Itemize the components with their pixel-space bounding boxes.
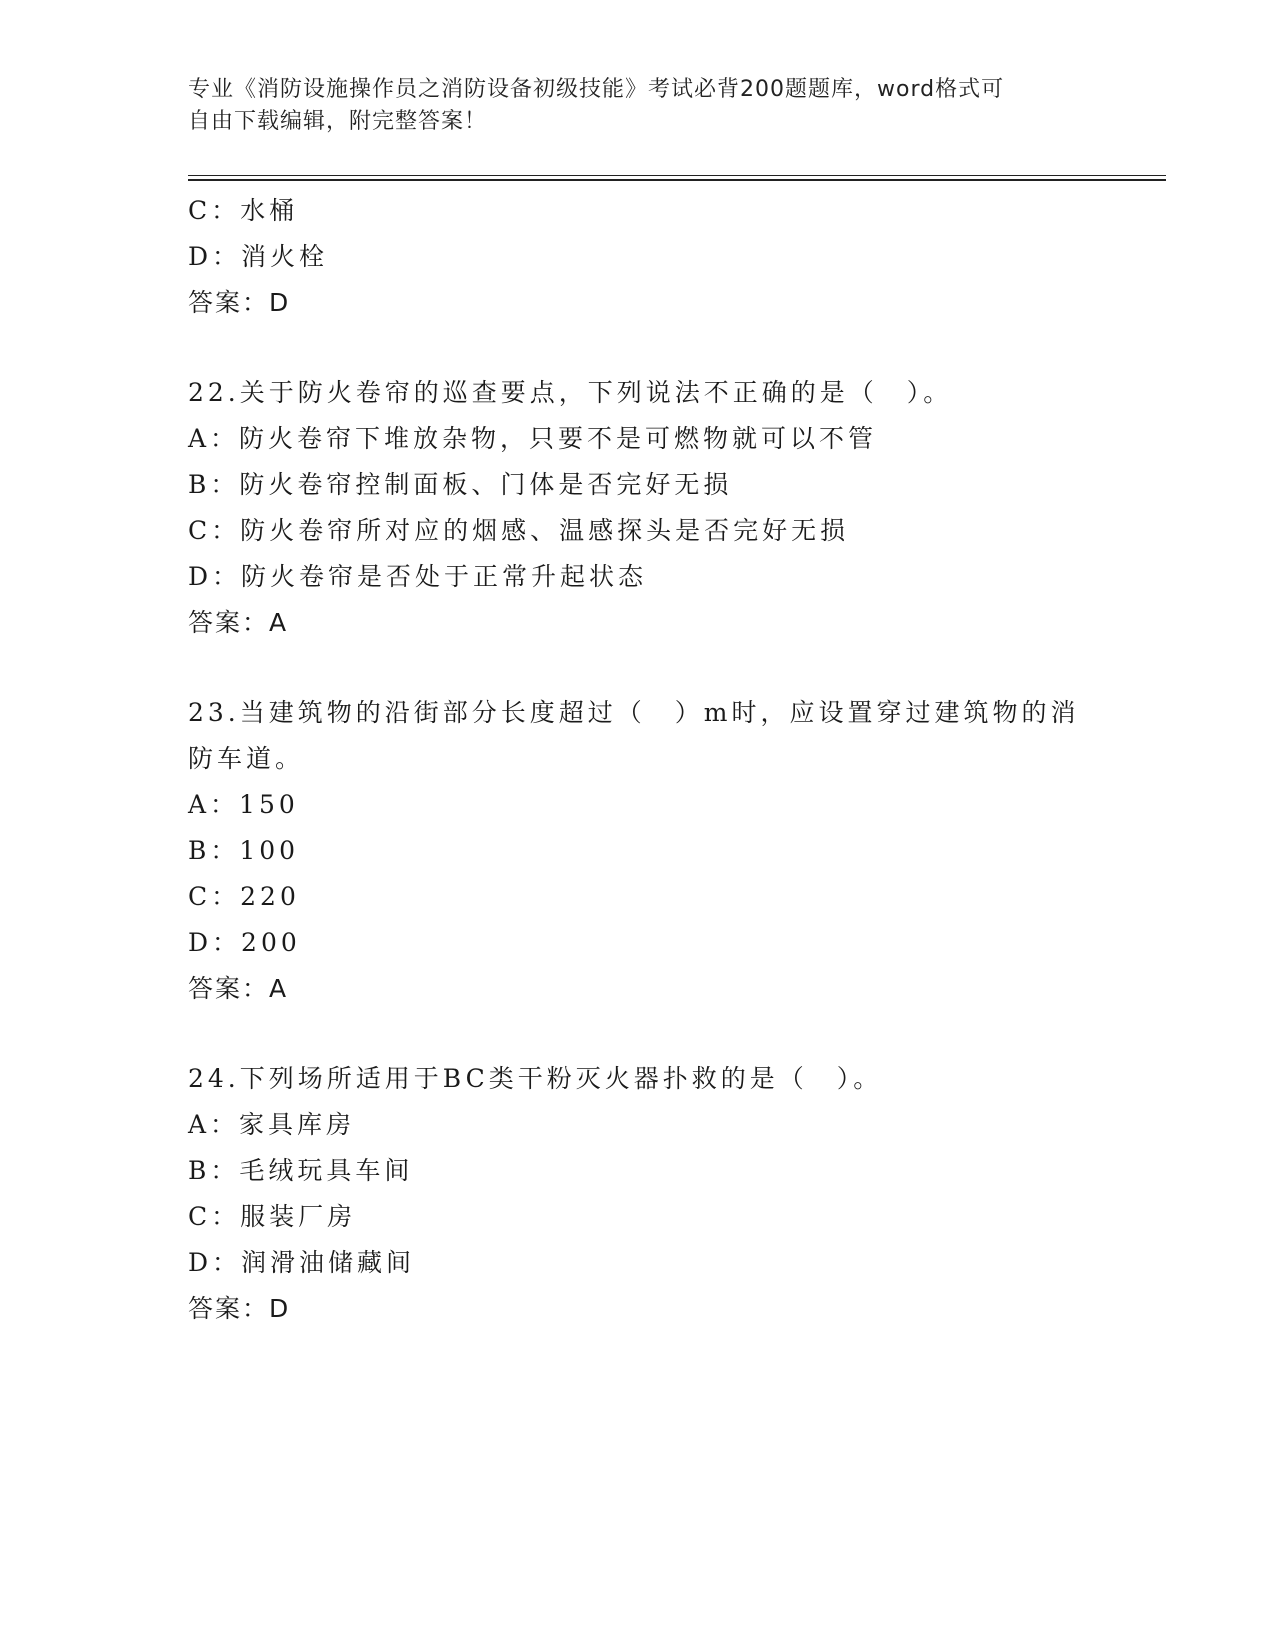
question-stem-line-2: 防车道。 — [188, 744, 305, 773]
question-23 — [188, 690, 1088, 1012]
question-stem: 22.关于防火卷帘的巡查要点，下列说法不正确的是（ ）。 — [188, 378, 953, 407]
option-d: D：防火卷帘是否处于正常升起状态 — [188, 562, 648, 591]
option-c: C：水桶 — [188, 196, 299, 225]
header-divider-thin — [188, 175, 1166, 176]
document-header — [188, 74, 1068, 138]
option-c: C：220 — [188, 882, 300, 911]
option-c: C：服装厂房 — [188, 1202, 357, 1231]
answer-line: 答案：D — [188, 288, 291, 317]
option-c: C：防火卷帘所对应的烟感、温感探头是否完好无损 — [188, 516, 850, 545]
question-stem-line-1: 23.当建筑物的沿街部分长度超过（ ）m时，应设置穿过建筑物的消 — [188, 698, 1080, 727]
option-a: A：150 — [188, 790, 299, 819]
option-d: D：200 — [188, 928, 301, 957]
option-b: B：毛绒玩具车间 — [188, 1156, 414, 1185]
question-24 — [188, 1056, 1088, 1332]
option-b: B：防火卷帘控制面板、门体是否完好无损 — [188, 470, 733, 499]
option-d: D：消火栓 — [188, 242, 329, 271]
header-line-2: 自由下载编辑，附完整答案！ — [188, 109, 488, 134]
question-stem: 24.下列场所适用于BC类干粉灭火器扑救的是（ ）。 — [188, 1064, 883, 1093]
previous-question-tail — [188, 188, 1088, 326]
question-22 — [188, 370, 1088, 646]
answer-line: 答案：A — [188, 608, 289, 637]
header-divider-thick — [188, 179, 1166, 181]
header-line-1: 专业《消防设施操作员之消防设备初级技能》考试必背200题题库，word格式可 — [188, 77, 1005, 102]
answer-line: 答案：D — [188, 1294, 291, 1323]
answer-line: 答案：A — [188, 974, 289, 1003]
option-a: A：家具库房 — [188, 1110, 356, 1139]
option-d: D：润滑油储藏间 — [188, 1248, 416, 1277]
question-list — [188, 188, 1088, 1332]
option-a: A：防火卷帘下堆放杂物，只要不是可燃物就可以不管 — [188, 424, 878, 453]
option-b: B：100 — [188, 836, 300, 865]
